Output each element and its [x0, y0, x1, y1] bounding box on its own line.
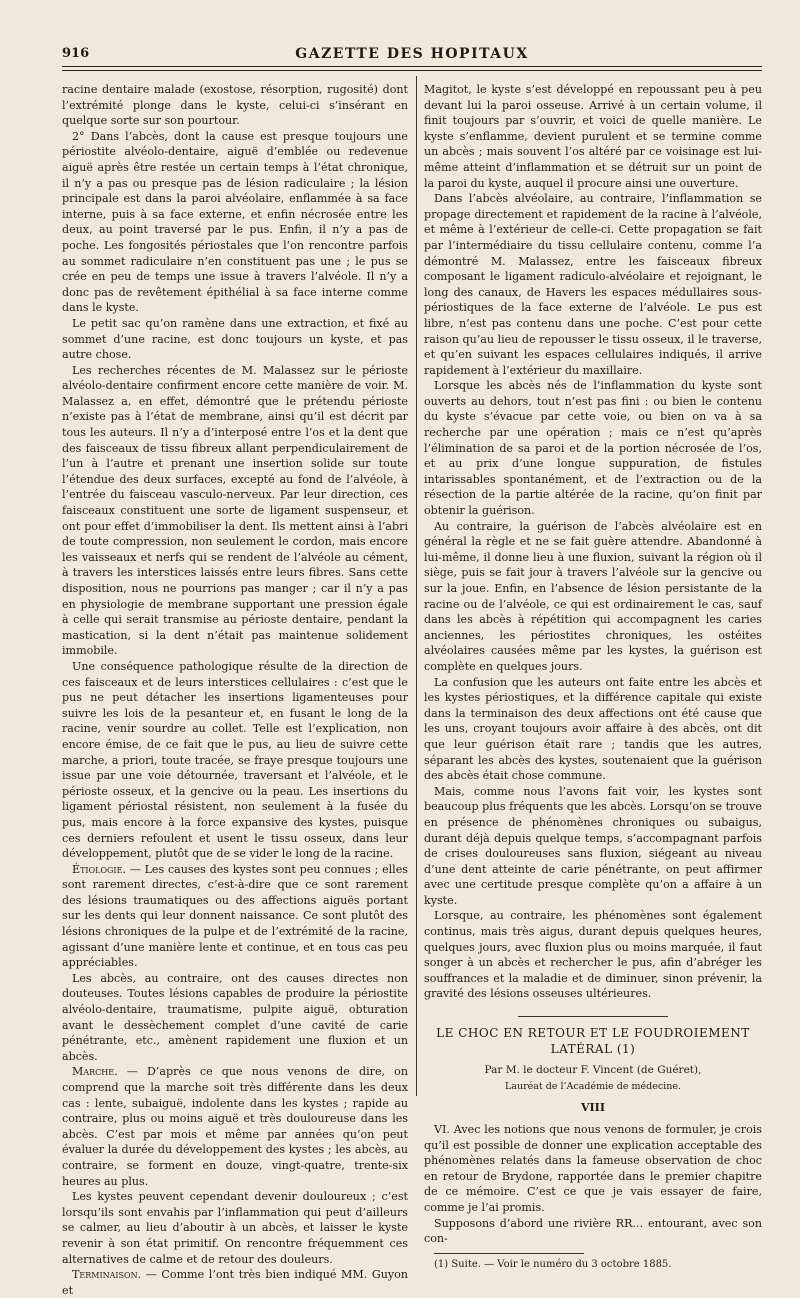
paragraph-text: — Les causes des kystes sont peu connues ; elles sont rarement directes, c’est-à-dire que ce sont rarement des lésions traumatiques ou des affections aiguës portant sur les dents qui leur donnent naissance. Ce sont plutôt des lésions chroniques de la pulpe et de l’extrémité de la racine, agissant d’une manière lente et continue, et en tous cas peu appréciables.	[62, 862, 408, 970]
paragraph: Mais, comme nous l’avons fait voir, les kystes sont beaucoup plus fréquents que les abcès. Lorsqu’on se trouve en présence de phénomènes chroniques ou subaigus, durant déjà depuis quelque temps, s’accompagnant parfois de crises douloureuses sans fluxion, siégeant au niveau d’une dent atteinte de carie pénétrante, on peut affirmer avec une certitude presque complète qu’on a affaire à un kyste.	[424, 784, 762, 907]
paragraph: Les recherches récentes de M. Malassez sur le périoste alvéolo-dentaire confirment encore cette manière de voir. M. Malassez a, en effet, démontré que le prétendu périoste n’existe pas à l’état de membrane, ainsi qu’il est décrit par tous les auteurs. Il n’y a d’interposé entre l’os et la dent que des faisceaux de tissu fibreux allant perpendiculairement de l’un à l’autre et prenant une insertion solide sur toute l’étendue des deux surfaces, excepté au fond de l’alvéole, à l’entrée du faisceau vasculo-nerveux. Par leur direction, ces faisceaux constituent une sorte de ligament suspenseur, et ont pour effet d’immobiliser la dent. Ils mettent ainsi à l’abri de toute compression, non seulement le cordon, mais encore les vaisseaux et nerfs qui se rendent de l’alvéole au cément, à travers les interstices laissés entre leurs fibres. Sans cette disposition, nous ne pourrions pas manger ; car il n’y a pas en physiologie de membrane supportant une pression égale à celle qui serait transmise au périoste dentaire, pendant la mastication, si la dent n’était pas maintenue solidement immobile.	[62, 363, 408, 658]
paragraph: Magitot, le kyste s’est développé en repoussant peu à peu devant lui la paroi osseuse. Arrivé à un certain volume, il finit toujours par s’ouvrir, et voici de quelle manière. Le kyste s’enflamme, devient purulent et se termine comme un abcès ; mais souvent l’os altéré par ce voisinage est lui-même atteint d’inflammation et se détruit sur un point de la paroi du kyste, auquel il procure ainsi une ouverture.	[424, 83, 762, 190]
paragraph: Dans l’abcès alvéolaire, au contraire, l’inflammation se propage directement et rapidement de la racine à l’alvéole, et même à l’extérieur de celle-ci. Cette propagation se fait par l’intermédiaire du tissu cellulaire contenu, comme l’a démontré M. Malassez, entre les faisceaux fibreux composant le ligament radiculo-alvéolaire et rejoignant, le long des canaux, de Havers les espaces médullaires sous-périostiques de la face externe de l’alvéole. Le pus est libre, n’est pas contenu dans une poche. C’est pour cette raison qu’au lieu de repousser le tissu osseux, il le traverse, et qu’en suivant les espaces cellulaires indiqués, il arrive rapidement à l’extérieur du maxillaire.	[424, 192, 763, 377]
left-column	[62, 82, 408, 1298]
paragraph: racine dentaire malade (exostose, résorption, rugosité) dont l’extrémité plonge dans le kyste, celui-ci s’insérant en quelque sorte sur son pourtour.	[62, 83, 408, 128]
page-number: 916	[62, 46, 90, 61]
paragraph: La confusion que les auteurs ont faite entre les abcès et les kystes périostiques, et la différence capitale qui existe dans la terminaison des deux affections ont été cause que les uns, croyant toujours avoir affaire à des abcès, ont dit que leur guérison était rare ; tandis que les autres, séparant les abcès des kystes, soutenaient que la guérison des abcès était chose commune.	[424, 675, 762, 783]
paragraph	[62, 1267, 408, 1298]
paragraph: Lorsque les abcès nés de l’inflammation du kyste sont ouverts au dehors, tout n’est pas fini : ou bien le contenu du kyste s’évacue par cette voie, ou bien on va à sa recherche par une opération ; mais ce n’est qu’après l’élimination de sa paroi et de la portion nécrosée de l’os, et au prix d’une longue suppuration, de fistules intarissables spontanément, et de l’extraction ou de la résection de la partie altérée de la racine, qu’on finit par obtenir la guérison.	[424, 379, 762, 518]
footnote: (1) Suite. — Voir le numéro du 3 octobre 1885.	[434, 1258, 672, 1270]
paragraph: 2° Dans l’abcès, dont la cause est presque toujours une périostite alvéolo-dentaire, aiguë d’emblée ou redevenue aiguë après être restée un certain temps à l’état chronique, il n’y a pas ou presque pas de lésion radiculaire ; la lésion principale est dans la paroi alvéolaire, enflammée à sa face interne, puis à sa face externe, et enfin nécrosée entre les deux, au point traversé par le pus. Enfin, il n’y a pas de poche. Les fongosités périostales que l’on rencontre parfois au sommet radiculaire n’en constituent pas une ; le pus se crée en peu de temps une issue à travers l’alvéole. Il n’y a donc pas de revêtement épithélial à sa face interne comme dans le kyste.	[62, 129, 408, 315]
right-column	[424, 82, 762, 1272]
column-divider	[416, 76, 417, 1096]
paragraph: Supposons d’abord une rivière RR... entourant, avec son con-	[424, 1216, 762, 1246]
paragraph: Les abcès, au contraire, ont des causes directes non douteuses. Toutes lésions capables de produire la périostite alvéolo-dentaire, traumatisme, pulpite aiguë, obturation avant le dessèchement complet d’une cavité de carie pénétrante, etc., amènent rapidement une fluxion et un abcès.	[62, 971, 408, 1063]
footnote-rule	[434, 1253, 584, 1254]
header-rule-top	[62, 66, 762, 67]
paragraph-text: — D’après ce que nous venons de dire, on comprend que la marche soit très différente dans les deux cas : lente, subaiguë, indolente dans les kystes ; rapide au contraire, plus ou moins aiguë et très douloureuse dans les abcès. C’est par mois et même par années qu’on peut évaluer la durée du développement des kystes ; les abcès, au contraire, se forment en douze, vingt-quatre, trente-six heures au plus.	[62, 1065, 408, 1188]
article-title: LE CHOC EN RETOUR ET LE FOUDROIEMENT LATÉRAL (1)	[436, 1026, 750, 1056]
paragraph: Une conséquence pathologique résulte de la direction de ces faisceaux et de leurs interstices cellulaires : c’est que le pus ne peut détacher les insertions ligamenteuses pour suivre les lois de la pesanteur et, en fusant le long de la racine, venir sourdre au collet. Telle est l’explication, non encore émise, de ce fait que le pus, au lieu de suivre cette marche, a priori, toute tracée, se fraye presque toujours une issue par une voie détournée, traversant et l’alvéole, et le périoste osseux, et la gencive ou la peau. Les insertions du ligament périostal résistent, non seulement à la fusée du pus, mais encore à la force expansive des kystes, puisque ces derniers refoulent et usent le tissu osseux, dans leur développement, plutôt que de se vider le long de la racine.	[62, 659, 408, 861]
paragraph: VI. Avec les notions que nous venons de formuler, je crois qu’il est possible de donner une explication acceptable des phénomènes relatés dans la fameuse observation de choc en retour de Brydone, rapportée dans le premier chapitre de ce mémoire. C’est ce que je vais essayer de faire, comme je l’ai promis.	[424, 1123, 762, 1214]
paragraph-text: — Comme l’ont très bien indiqué MM. Guyon et	[62, 1268, 408, 1297]
paragraph	[62, 1064, 408, 1189]
page-header	[62, 44, 762, 66]
article-affiliation: Lauréat de l’Académie de médecine.	[505, 1080, 681, 1092]
section-label: Étiologie.	[72, 862, 126, 876]
article-separator	[424, 1008, 762, 1016]
header-rule-bottom	[62, 70, 762, 71]
paragraph: Au contraire, la guérison de l’abcès alvéolaire est en général la règle et ne se fait guère attendre. Abandonné à lui-même, il donne lieu à une fluxion, suivant la région où il siège, puis se fait jour à travers l’alvéole sur la gencive ou sur la joue. Enfin, en l’absence de lésion persistante de la racine ou de l’alvéole, ce qui est ordinairement le cas, sauf dans les abcès à répétition qui accompagnent les caries anciennes, les périostites chroniques, les ostéites alvéolaires causées même par les kystes, la guérison est complète en quelques jours.	[424, 519, 762, 673]
paragraph	[62, 862, 408, 971]
paragraph: Lorsque, au contraire, les phénomènes sont également continus, mais très aigus, durant depuis quelques heures, quelques jours, avec fluxion plus ou moins marquée, il faut songer à un abcès et rechercher le pus, afin d’abréger les souffrances et la maladie et de diminuer, sinon prévenir, la gravité des lésions osseuses ultérieures.	[424, 909, 762, 1001]
paragraph: Le petit sac qu’on ramène dans une extraction, et fixé au sommet d’une racine, est donc toujours un kyste, et pas autre chose.	[62, 316, 408, 362]
paragraph: Les kystes peuvent cependant devenir douloureux ; c’est lorsqu’ils sont envahis par l’inflammation qui peut d’ailleurs se calmer, au lieu d’aboutir à un abcès, et laisser le kyste revenir à son état primitif. On rencontre fréquemment ces alternatives de calme et de retour des douleurs.	[62, 1190, 408, 1266]
article-section-number: VIII	[581, 1101, 605, 1115]
journal-title: GAZETTE DES HOPITAUX	[295, 46, 529, 62]
section-label: Marche.	[72, 1065, 118, 1079]
section-label: Terminaison.	[72, 1268, 142, 1282]
article-author: Par M. le docteur F. Vincent (de Guéret),	[484, 1064, 702, 1077]
